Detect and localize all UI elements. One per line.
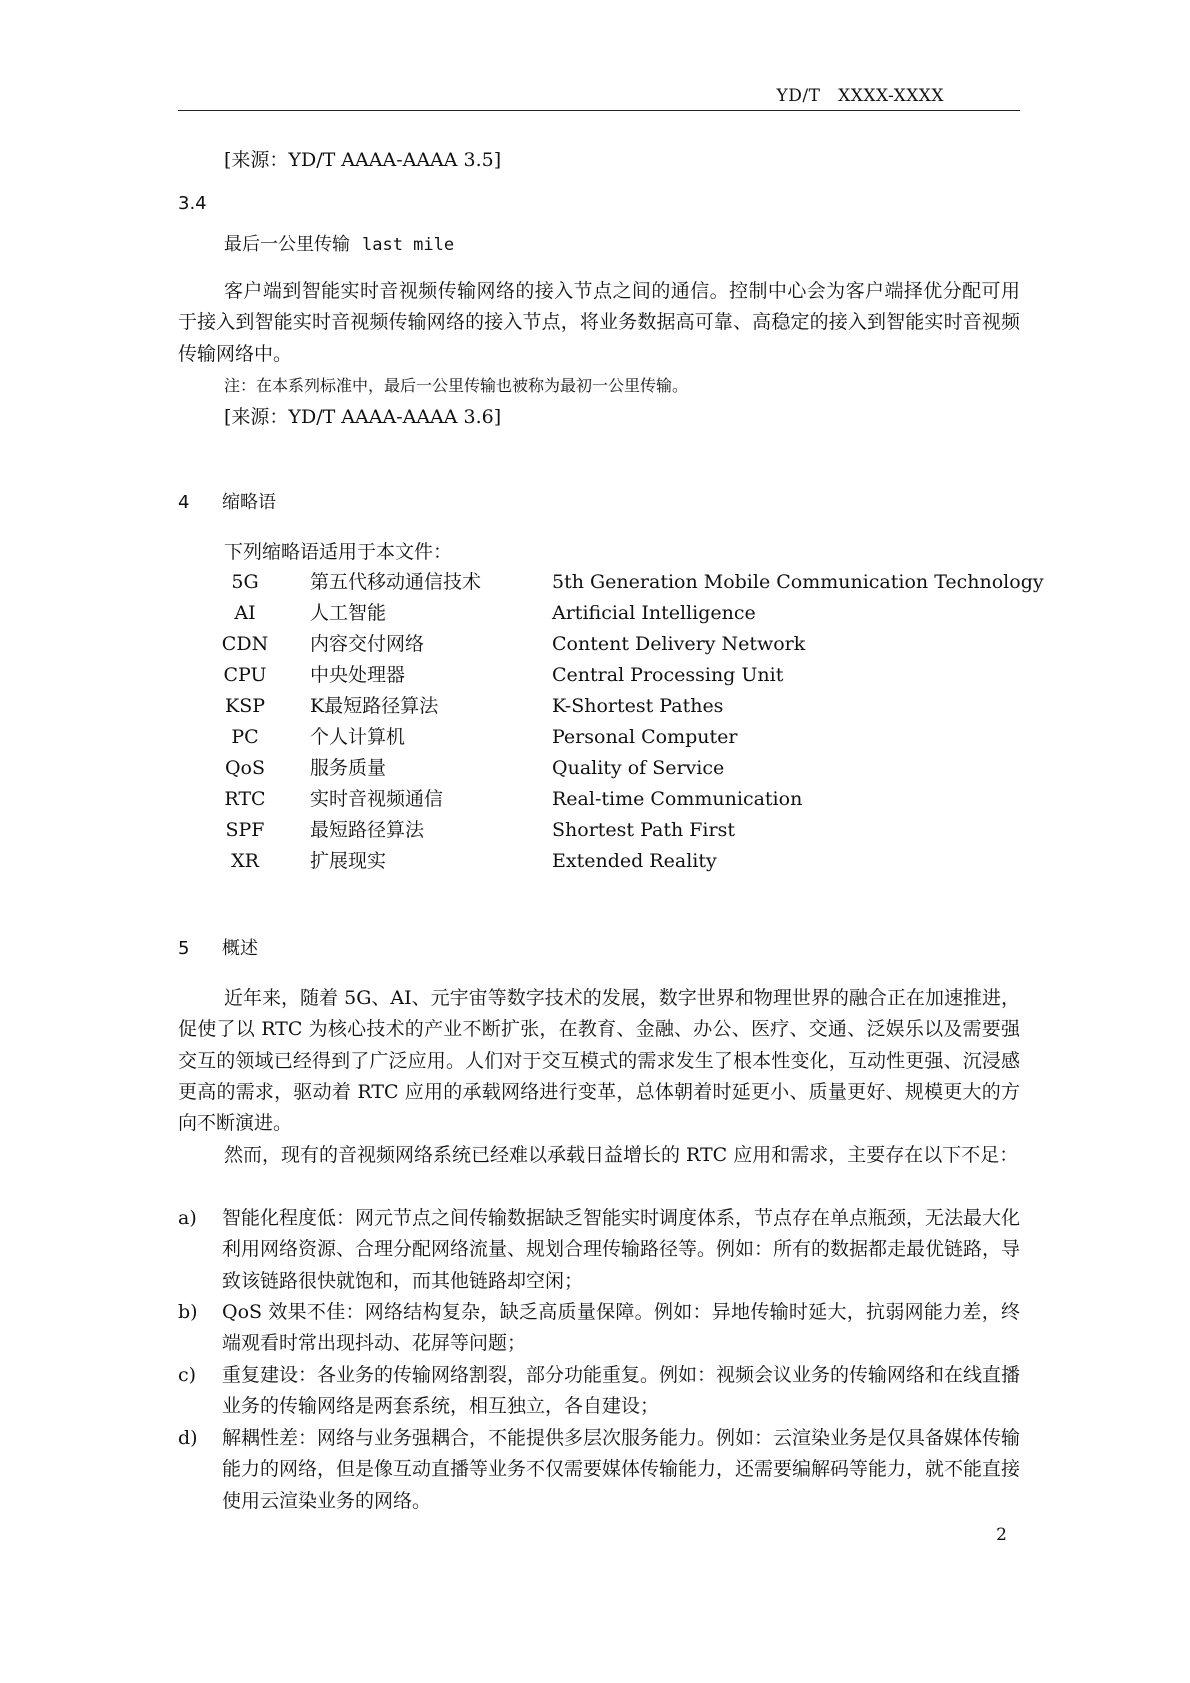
- section-heading: [178, 487, 1020, 518]
- abbreviation-chinese: 人工智能: [310, 602, 387, 624]
- list-item-text: 解耦性差：网络与业务强耦合，不能提供多层次服务能力。例如：云渲染业务是仅具备媒体传输能力的网络，但是像互动直播等业务不仅需要媒体传输能力，还需要编解码等能力，就不能直接使用云渲染业务的网络。: [222, 1427, 1021, 1512]
- abbreviation-english: Extended Reality: [552, 850, 717, 872]
- overview-paragraph: 近年来，随着 5G、AI、元宇宙等数字技术的发展，数字世界和物理世界的融合正在加速推进，促使了以 RTC 为核心技术的产业不断扩张，在教育、金融、办公、医疗、交通、泛娱乐以及需要强交互的领域已经得到了广泛应用。人们对于交互模式的需求发生了根本性变化，互动性更强、沉浸感更高的需求，驱动着 RTC 应用的承载网络进行变革，总体朝着时延更小、质量更好、规模更大的方向不断演进。: [178, 987, 1020, 1135]
- abbreviation-english: Real-time Communication: [552, 788, 803, 810]
- abbreviation: QoS: [224, 757, 266, 779]
- list-item-label: c): [178, 1364, 197, 1386]
- abbreviation: SPF: [225, 819, 265, 841]
- section-title: 概述: [222, 938, 258, 959]
- page-number: 2: [996, 1525, 1007, 1545]
- header-rule: [178, 110, 1020, 111]
- term-definition: 客户端到智能实时音视频传输网络的接入节点之间的通信。控制中心会为客户端择优分配可用于接入到智能实时音视频传输网络的接入节点，将业务数据高可靠、高稳定的接入到智能实时音视频传输网络中。: [178, 280, 1020, 365]
- abbreviation-english: Shortest Path First: [552, 819, 735, 841]
- abbreviation-english: Quality of Service: [552, 757, 725, 779]
- section-number: 4: [178, 492, 190, 513]
- term-english: last mile: [362, 235, 455, 255]
- abbreviation: AI: [234, 602, 256, 624]
- abbreviation: CPU: [223, 664, 267, 686]
- list-item: [178, 1360, 1020, 1423]
- list-item: [178, 1203, 1020, 1297]
- list-item-text: 智能化程度低：网元节点之间传输数据缺乏智能实时调度体系，节点存在单点瓶颈，无法最大化利用网络资源、合理分配网络流量、规划合理传输路径等。例如：所有的数据都走最优链路，导致该链路很快就饱和，而其他链路却空闲；: [222, 1207, 1021, 1292]
- abbreviation: XR: [231, 850, 259, 872]
- abbreviation-chinese: K最短路径算法: [310, 695, 439, 717]
- abbreviation-chinese: 实时音视频通信: [310, 788, 444, 810]
- section-heading: [178, 933, 1020, 964]
- abbreviation-chinese: 第五代移动通信技术: [310, 571, 482, 593]
- abbreviation-chinese: 最短路径算法: [310, 819, 425, 841]
- abbreviation: KSP: [225, 695, 265, 717]
- abbreviation-english: K-Shortest Pathes: [552, 695, 724, 717]
- abbreviation: 5G: [231, 571, 259, 593]
- source-reference: [来源：YD/T AAAA-AAAA 3.5]: [224, 149, 502, 171]
- abbreviation-english: Artificial Intelligence: [552, 602, 756, 624]
- abbreviation-english: Content Delivery Network: [552, 633, 806, 655]
- abbreviation: RTC: [224, 788, 266, 810]
- section-number: 5: [178, 938, 190, 959]
- abbreviation-chinese: 中央处理器: [310, 664, 406, 686]
- term-entry: [178, 229, 1066, 261]
- document-code: YD/T XXXX-XXXX: [776, 86, 944, 106]
- abbreviation-chinese: 个人计算机: [310, 726, 406, 748]
- term-note: 注：在本系列标准中，最后一公里传输也被称为最初一公里传输。: [224, 376, 689, 395]
- abbreviation-english: Personal Computer: [552, 726, 738, 748]
- list-item-text: QoS 效果不佳：网络结构复杂，缺乏高质量保障。例如：异地传输时延大，抗弱网能力差，终端观看时常出现抖动、花屏等问题；: [222, 1301, 1020, 1355]
- section-title: 缩略语: [222, 492, 276, 513]
- abbreviations-intro: 下列缩略语适用于本文件：: [224, 541, 453, 563]
- clause-number: 3.4: [178, 193, 207, 214]
- abbreviation: CDN: [221, 633, 269, 655]
- list-item-label: b): [178, 1301, 198, 1323]
- list-item-label: d): [178, 1427, 198, 1449]
- abbreviation-chinese: 扩展现实: [310, 850, 387, 872]
- source-reference: [来源：YD/T AAAA-AAAA 3.6]: [224, 406, 502, 428]
- abbreviation-chinese: 内容交付网络: [310, 633, 425, 655]
- list-item: [178, 1423, 1020, 1517]
- list-item-text: 重复建设：各业务的传输网络割裂，部分功能重复。例如：视频会议业务的传输网络和在线直播业务的传输网络是两套系统，相互独立，各自建设；: [222, 1364, 1021, 1418]
- overview-paragraph: 然而，现有的音视频网络系统已经难以承载日益增长的 RTC 应用和需求，主要存在以下不足：: [224, 1144, 1019, 1166]
- list-item-label: a): [178, 1207, 197, 1229]
- abbreviation-chinese: 服务质量: [310, 757, 387, 779]
- abbreviation: PC: [231, 726, 259, 748]
- abbreviation-english: 5th Generation Mobile Communication Technology: [552, 571, 1044, 593]
- abbreviation-english: Central Processing Unit: [552, 664, 784, 686]
- term-chinese: 最后一公里传输: [224, 234, 350, 255]
- list-item: [178, 1297, 1020, 1360]
